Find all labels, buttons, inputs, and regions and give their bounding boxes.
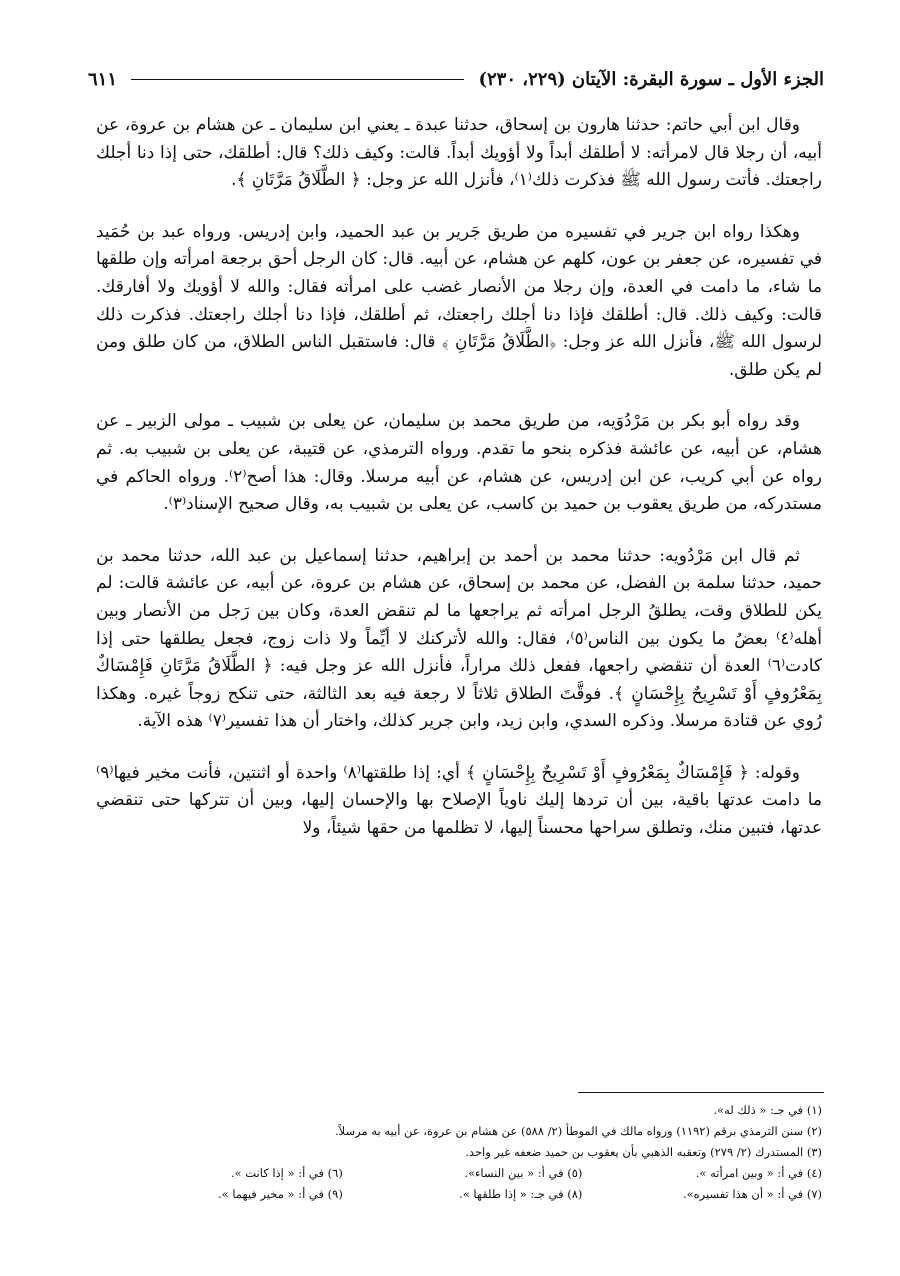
footnote-row-2: [96, 1184, 822, 1205]
paragraph-5: وقوله: ﴿ فَإِمْسَاكٌ بِمَعْرُوفٍ أَوْ تَسْرِيحٌ بِإِحْسَانٍ ﴾ أي: إذا طلقتها⁽٨⁾ واحدة أو اثنتين، فأنت مخير فيها⁽٩⁾ ما دامت عدتها باقية، بين أن تردها إليك ناوياً الإصلاح بها والإحسان إليها، وبين أن تتركها حتى تنقضي عدتها، فتبين منك، وتطلق سراحها محسناً إليها، لا تظلمها من حقها شيئاً، ولا: [96, 762, 822, 839]
footnote-3: (٣) المستدرك (٢/ ٢٧٩) وتعقبه الذهبي بأن يعقوب بن حميد ضعفه غير واحد.: [465, 1145, 822, 1159]
footnote-5: (٥) في أ: « بين النساء».: [464, 1166, 583, 1180]
page-header: [88, 64, 824, 94]
paragraph-3: وقد رواه أبو بكر بن مَرْدُوَيه، من طريق محمد بن سليمان، عن يعلى بن شبيب ـ مولى الزبير ـ عن هشام، عن أبيه، عن عائشة فذكره بنحو ما تقدم. ورواه الترمذي، عن قتيبة، عن يعلى بن شبيب به. ثم رواه عن أبي كريب، عن ابن إدريس، عن هشام، عن أبيه مرسلا. وقال: هذا أصح⁽٢⁾. ورواه الحاكم في مستدركه، من طريق يعقوب بن حميد بن كاسب، عن يعلى بن شبيب به، وقال صحيح الإسناد⁽٣⁾.: [96, 411, 822, 515]
page-number: ٦١١: [88, 68, 118, 90]
footnote-4: (٤) في أ: « وبين امرأته ».: [695, 1166, 822, 1180]
footnote-8: (٨) في جـ: « إذا طلقها ».: [459, 1187, 583, 1201]
footnote-7: (٧) في أ: « أن هذا تفسيره».: [682, 1187, 822, 1201]
footnote-6: (٦) في أ: « إذا كانت ».: [230, 1166, 343, 1180]
footnote-row-1: [96, 1163, 822, 1184]
main-text: [96, 112, 822, 867]
running-title: الجزء الأول ـ سورة البقرة: الآيتان (٢٢٩، ٢٣٠): [478, 68, 824, 90]
paragraph-4: ثم قال ابن مَرْدُويه: حدثنا محمد بن أحمد بن إبراهيم، حدثنا إسماعيل بن عبد الله، حدثنا محمد بن حميد، حدثنا سلمة بن الفضل، عن محمد بن إسحاق، عن هشام بن عروة، عن أبيه، عن عائشة قالت: لم يكن للطلاق وقت، يطلقُ الرجل امرأته ثم يراجعها ما لم تنقض العدة، وكان بين رَجل من الأنصار وبين أهله⁽٤⁾ بعضُ ما يكون بين الناس⁽٥⁾، فقال: والله لأتركنك لا أيِّماً ولا ذات زوج، فجعل يطلقها حتى إذا كادت⁽٦⁾ العدة أن تنقضي راجعها، ففعل ذلك مراراً، فأنزل الله عز وجل فيه: ﴿ الطَّلَاقُ مَرَّتَانِ فَإِمْسَاكٌ بِمَعْرُوفٍ أَوْ تَسْرِيحٌ بِإِحْسَانٍ ﴾. فوقَّتَ الطلاق ثلاثاً لا رجعة فيه بعد الثالثة، حتى تنكح زوجاً غيره. وهكذا رُوي عن قتادة مرسلا. وذكره السدي، وابن زيد، وابن جرير كذلك، واختار أن هذا تفسير⁽٧⁾ هذه الآية.: [96, 545, 822, 732]
footnote-1: (١) في جـ: « ذلك له».: [713, 1103, 822, 1117]
paragraph-2: وهكذا رواه ابن جرير في تفسيره من طريق جَرير بن عبد الحميد، وابن إدريس. ورواه عبد بن حُمَيد في تفسيره، عن جعفر بن عون، كلهم عن هشام، عن أبيه. قال: كان الرجل أحق برجعة امرأته وإن طلقها ما شاء، ما دامت في العدة، وإن رجلا من الأنصار غضب على امرأته فقال: والله لا أؤويك ولا أفارقك. قالت: وكيف ذلك. قال: أطلقك فإذا دنا أجلك راجعتك، ثم أطلقك، فإذا دنا أجلك راجعتك. فذكرت ذلك لرسول الله ﷺ، فأنزل الله عز وجل: ﴿الطَّلَاقُ مَرَّتَانِ ﴾ قال: فاستقبل الناس الطلاق، من كان طلق ومن لم يكن طلق.: [96, 221, 822, 380]
footnotes: [96, 1100, 822, 1205]
footnote-9: (٩) في أ: « مخير فيهما ».: [218, 1187, 343, 1201]
footnote-2: (٢) سنن الترمذي برقم (١١٩٢) ورواه مالك في الموطأ (٢/ ٥٨٨) عن هشام بن عروة، عن أبيه به مرسلاً.: [335, 1124, 822, 1138]
paragraph-1: وقال ابن أبي حاتم: حدثنا هارون بن إسحاق، حدثنا عبدة ـ يعني ابن سليمان ـ عن هشام بن عروة، عن أبيه، أن رجلا قال لامرأته: لا أطلقك أبداً ولا أؤويك أبداً. قالت: وكيف ذلك؟ قال: أطلقك، حتى إذا دنا أجلك راجعتك. فأتت رسول الله ﷺ فذكرت ذلك⁽١⁾، فأنزل الله عز وجل: ﴿ الطَّلَاقُ مَرَّتَانِ ﴾.: [96, 115, 822, 191]
header-rule: [131, 79, 464, 80]
footnote-divider: [578, 1092, 824, 1093]
